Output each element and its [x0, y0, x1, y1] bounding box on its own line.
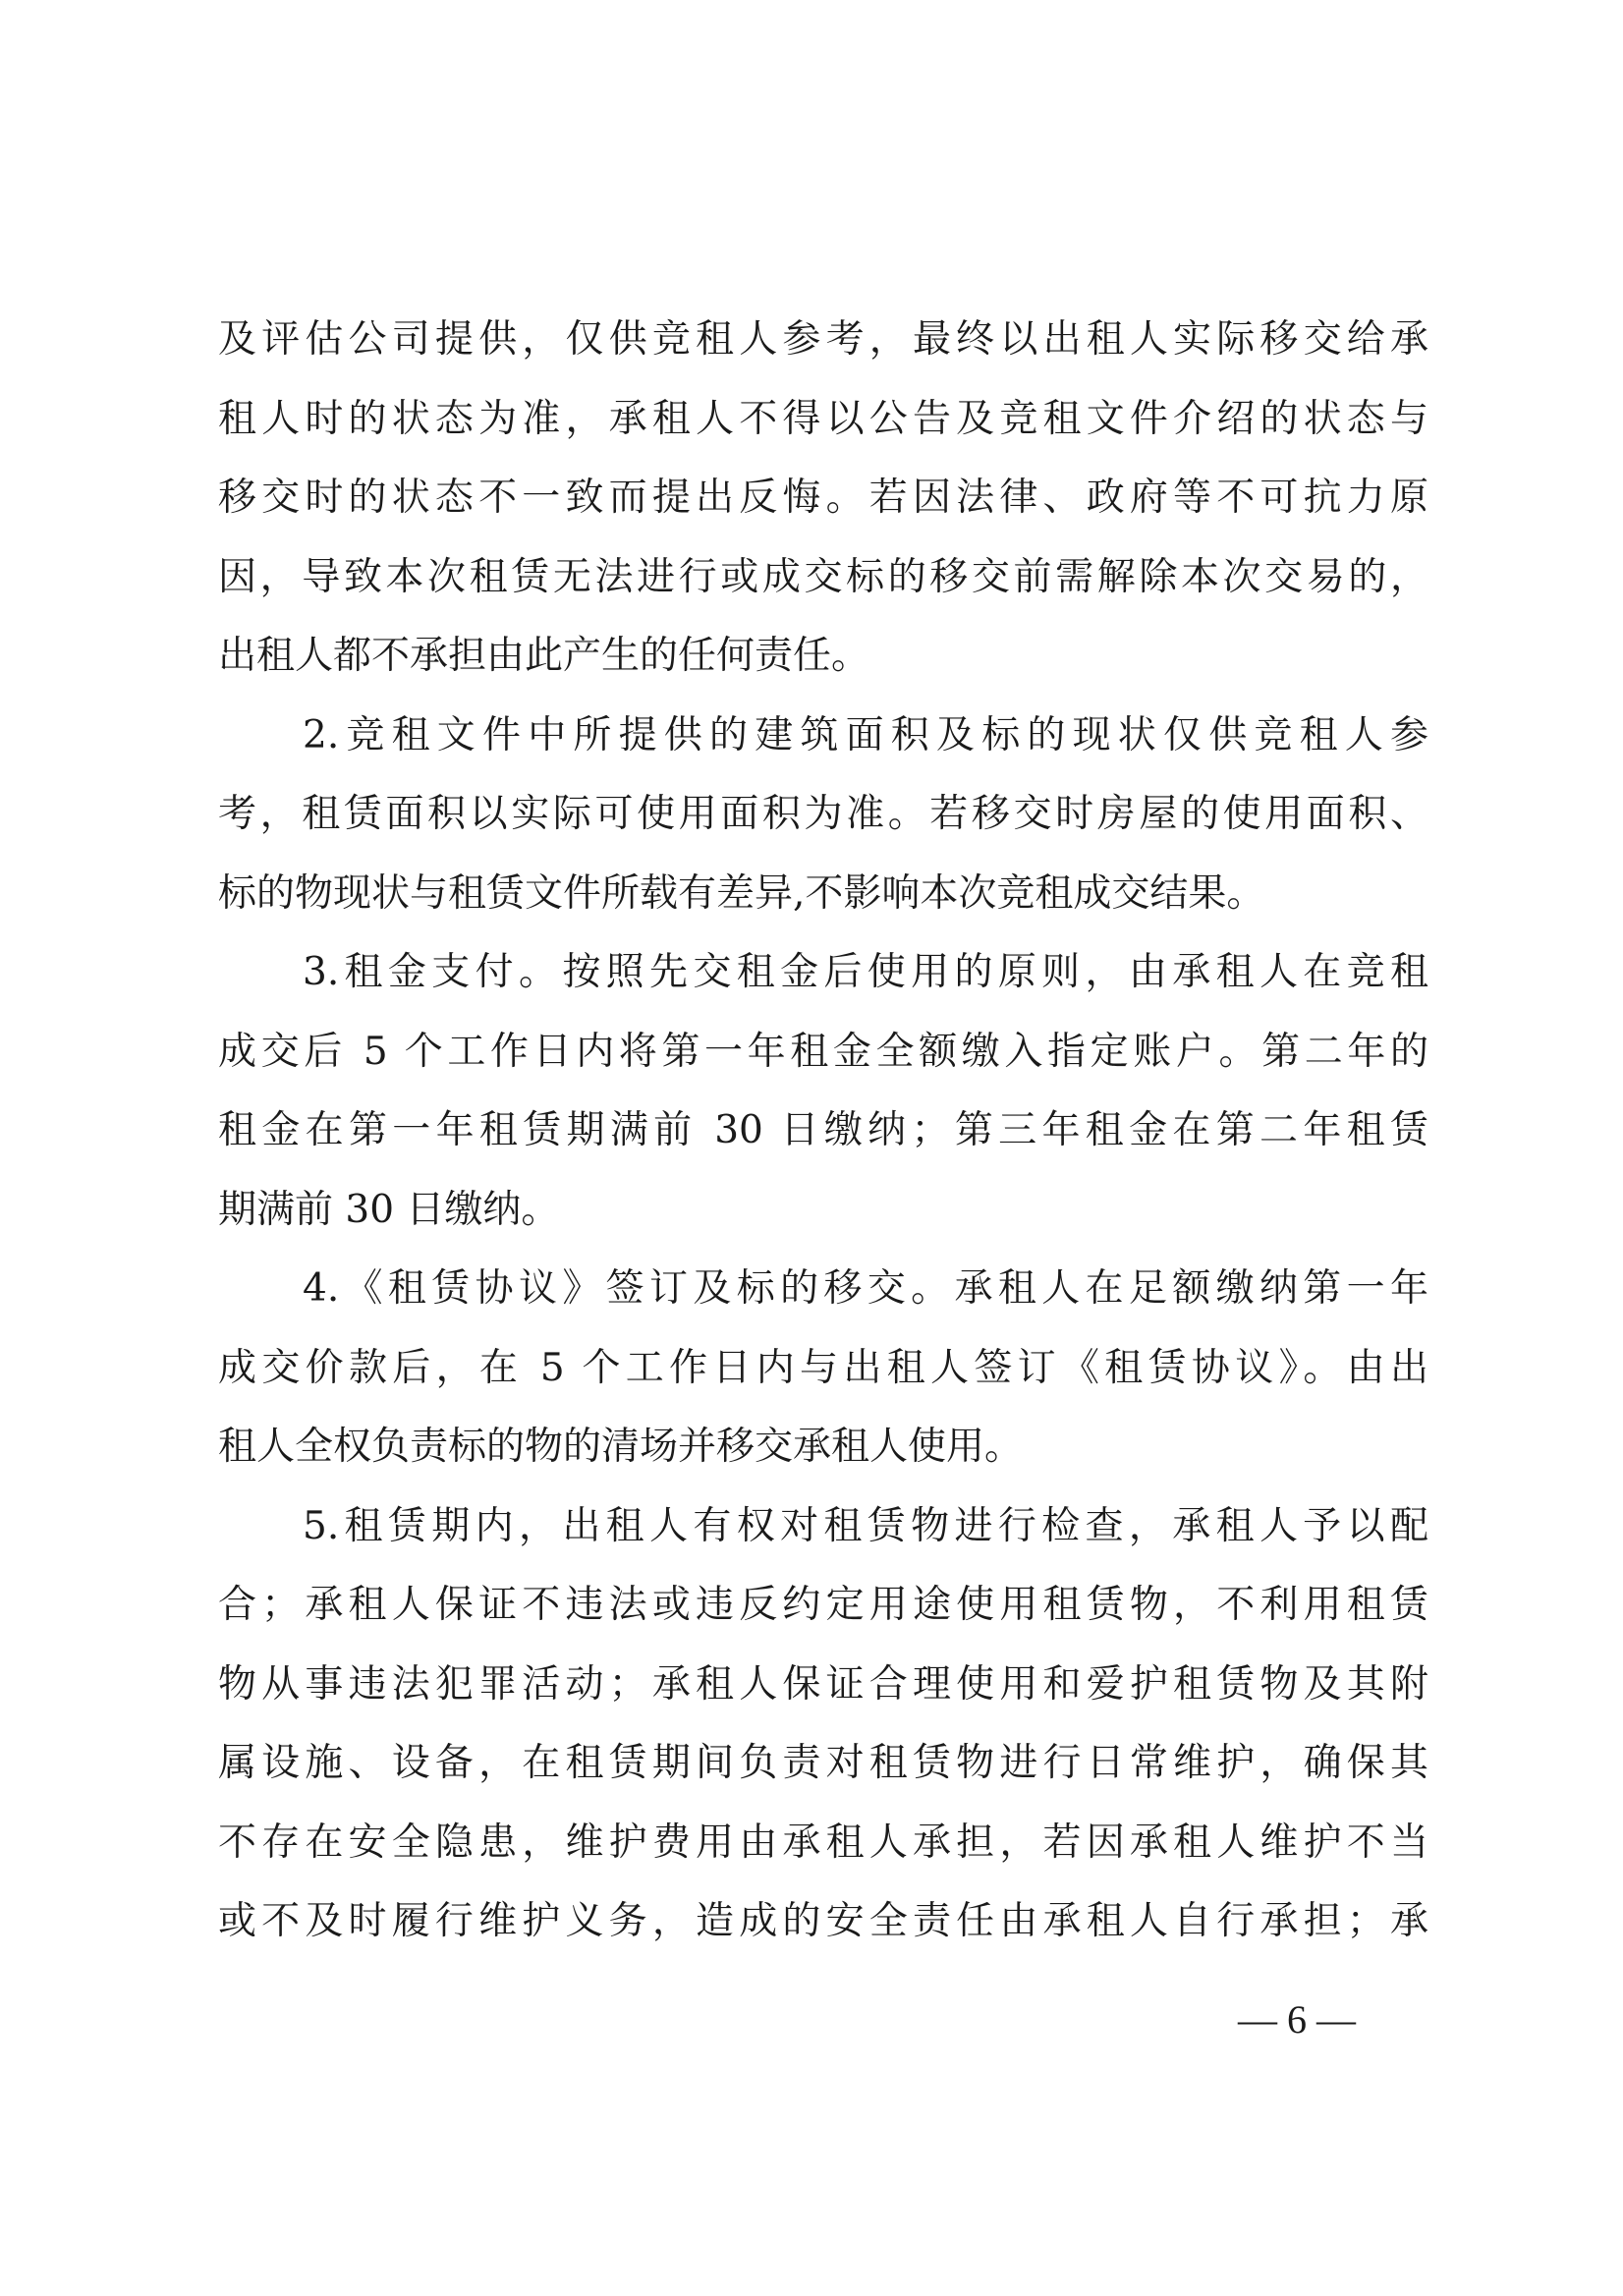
- text-line: 不存在安全隐患，维护费用由承租人承担，若因承租人维护不当: [218, 1820, 1428, 1865]
- text-line: 移交时的状态不一致而提出反悔。若因法律、政府等不可抗力原: [218, 476, 1428, 520]
- text-line: 期满前 30 日缴纳。: [218, 1187, 560, 1232]
- text-line: 物从事违法犯罪活动；承租人保证合理使用和爱护租赁物及其附: [218, 1661, 1428, 1707]
- text-line: 出租人都不承担由此产生的任何责任。: [218, 634, 870, 678]
- text-line: 5.租赁期内，出租人有权对租赁物进行检查，承租人予以配: [303, 1503, 1428, 1548]
- text-line: 3.租金支付。按照先交租金后使用的原则，由承租人在竞租: [303, 950, 1428, 994]
- page-number: — 6 —: [1238, 1997, 1356, 2042]
- text-line: 2.竞租文件中所提供的建筑面积及标的现状仅供竞租人参: [303, 712, 1428, 757]
- text-line: 或不及时履行维护义务，造成的安全责任由承租人自行承担；承: [218, 1899, 1428, 1943]
- text-line: 属设施、设备，在租赁期间负责对租赁物进行日常维护，确保其: [218, 1741, 1428, 1785]
- text-line: 成交后 5 个工作日内将第一年租金全额缴入指定账户。第二年的: [218, 1029, 1428, 1074]
- text-line: 及评估公司提供，仅供竞租人参考，最终以出租人实际移交给承: [218, 317, 1428, 362]
- text-line: 租人全权负责标的物的清场并移交承租人使用。: [218, 1425, 1024, 1469]
- text-line: 租人时的状态为准，承租人不得以公告及竞租文件介绍的状态与: [218, 396, 1428, 441]
- text-line: 成交价款后，在 5 个工作日内与出租人签订《租赁协议》。由出: [218, 1345, 1428, 1390]
- text-line: 4.《租赁协议》签订及标的移交。承租人在足额缴纳第一年: [303, 1266, 1428, 1311]
- text-line: 考，租赁面积以实际可使用面积为准。若移交时房屋的使用面积、: [218, 792, 1428, 836]
- text-line: 租金在第一年租赁期满前 30 日缴纳；第三年租金在第二年租赁: [218, 1108, 1428, 1152]
- text-line: 标的物现状与租赁文件所载有差异,不影响本次竞租成交结果。: [218, 870, 1265, 916]
- text-line: 合；承租人保证不违法或违反约定用途使用租赁物，不利用租赁: [218, 1583, 1428, 1627]
- body-text: [218, 301, 1428, 1962]
- text-line: 因，导致本次租赁无法进行或成交标的移交前需解除本次交易的，: [218, 554, 1428, 599]
